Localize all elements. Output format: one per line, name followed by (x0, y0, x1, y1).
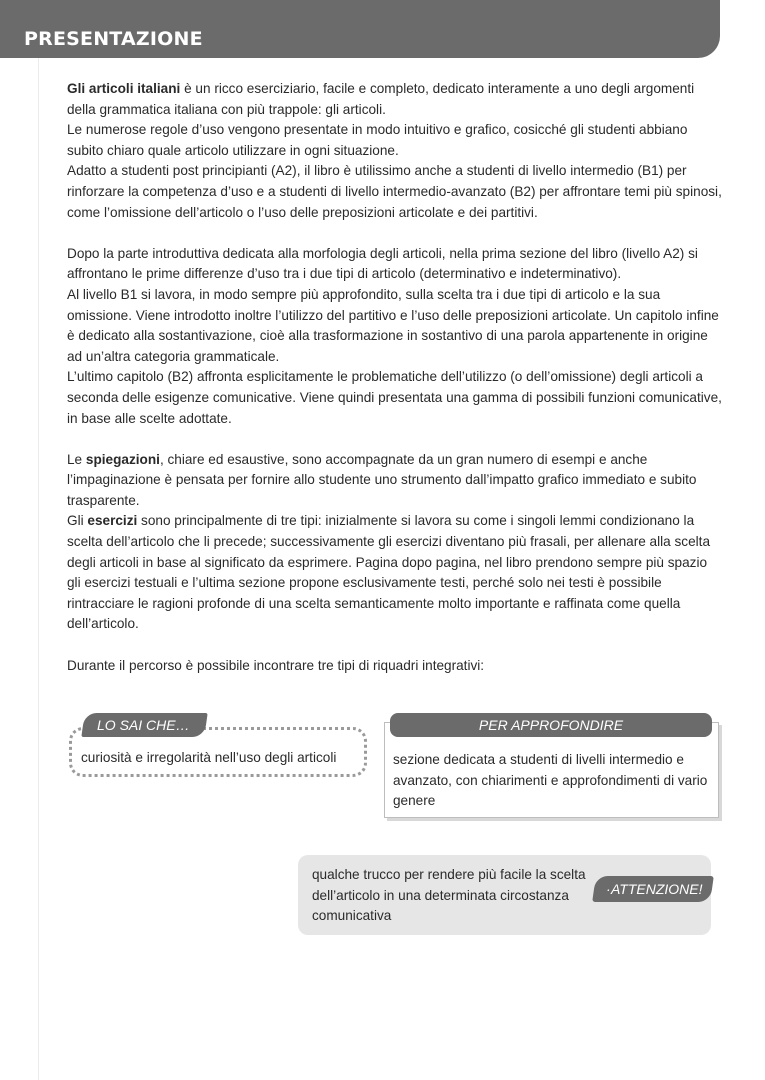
paragraph: Adatto a studenti post principianti (A2), il libro è utilissimo anche a studenti di livello intermedio (B1) per rinforzare la competenza d’uso e a studenti di livello intermedio-avanzato (B2) per affrontare temi più spinosi, come l’omissione dell’articolo o l’uso delle preposizioni articolate e dei partitivi. (67, 163, 722, 220)
paragraph-intro: Gli articoli italiani è un ricco eserciziario, facile e completo, dedicato interamente a uno degli argomenti della grammatica italiana con più trappole: gli articoli. (67, 81, 695, 117)
paragraph: Le numerose regole d’uso vengono presentate in modo intuitivo e grafico, cosicché gli studenti abbiano subito chiaro quale articolo utilizzare in ogni situazione. (67, 122, 688, 158)
paragraph-esercizi: Gli esercizi sono principalmente di tre tipi: inizialmente si lavora su come i singoli lemmi condizionano la scelta dell’articolo che li precede; successivamente gli esercizi diventano più frasali, per allenare alla scelta degli articoli in base al significato da esprimere. Pagina dopo pagina, nel libro prendono sempre più spazio gli esercizi testuali e l’ultima sezione propone esclusivamente testi, perché solo nei testi è possibile rintracciare le ragioni profonde di una scelta semanticamente molto importante e raffinata come quella dell’articolo. (67, 513, 711, 632)
lo-sai-che-tab: LO SAI CHE… (81, 713, 207, 737)
attenzione-text: qualche trucco per rendere più facile la scelta dell’articolo in una determinata circostanza comunicativa (312, 867, 586, 924)
margin-rule (38, 58, 39, 1080)
per-approfondire-tab: PER APPROFONDIRE (390, 713, 712, 737)
paragraph: Durante il percorso è possibile incontrare tre tipi di riquadri integrativi: (67, 657, 485, 673)
lo-sai-che-text: curiosità e irregolarità nell’uso degli articoli (81, 750, 337, 765)
keyword-spiegazioni: spiegazioni (85, 451, 160, 467)
body-text (67, 79, 722, 676)
attenzione-tab: ·ATTENZIONE! (592, 876, 714, 902)
page-title: PRESENTAZIONE (24, 28, 203, 50)
paragraph: Dopo la parte introduttiva dedicata alla morfologia degli articoli, nella prima sezione del libro (livello A2) si affrontano le prime differenze d’uso tra i due tipi di articolo (determinativo e indeterminativo). (67, 245, 698, 282)
paragraph-spiegazioni: Le spiegazioni, chiare ed esaustive, sono accompagnate da un gran numero di esempi e anche l’impaginazione è pensata per fornire allo studente uno strumento dall’impatto grafico immediato e subito trasparente. (67, 451, 697, 508)
warning-bullet-icon: · (606, 881, 611, 897)
per-approfondire-text: sezione dedicata a studenti di livelli intermedio e avanzato, con chiarimenti e approfondimenti di vario genere (393, 752, 708, 809)
paragraph: L’ultimo capitolo (B2) affronta esplicitamente le problematiche dell’utilizzo (o dell’omissione) degli articoli a seconda delle esigenze comunicative. Viene quindi presentata una gamma di possibili funzioni comunicative, in base alle scelte adottate. (67, 369, 722, 426)
paragraph: Al livello B1 si lavora, in modo sempre più approfondito, sulla scelta tra i due tipi di articolo e la sua omissione. Viene introdotto inoltre l’utilizzo del partitivo e l’uso delle preposizioni articolate. Un capitolo infine è dedicato alla sostantivazione, cioè alla trasformazione in sostantivo di una parola appartenente in origine ad un’altra categoria grammaticale. (67, 286, 719, 364)
keyword-esercizi: esercizi (87, 513, 138, 529)
book-title: Gli articoli italiani (67, 81, 181, 96)
